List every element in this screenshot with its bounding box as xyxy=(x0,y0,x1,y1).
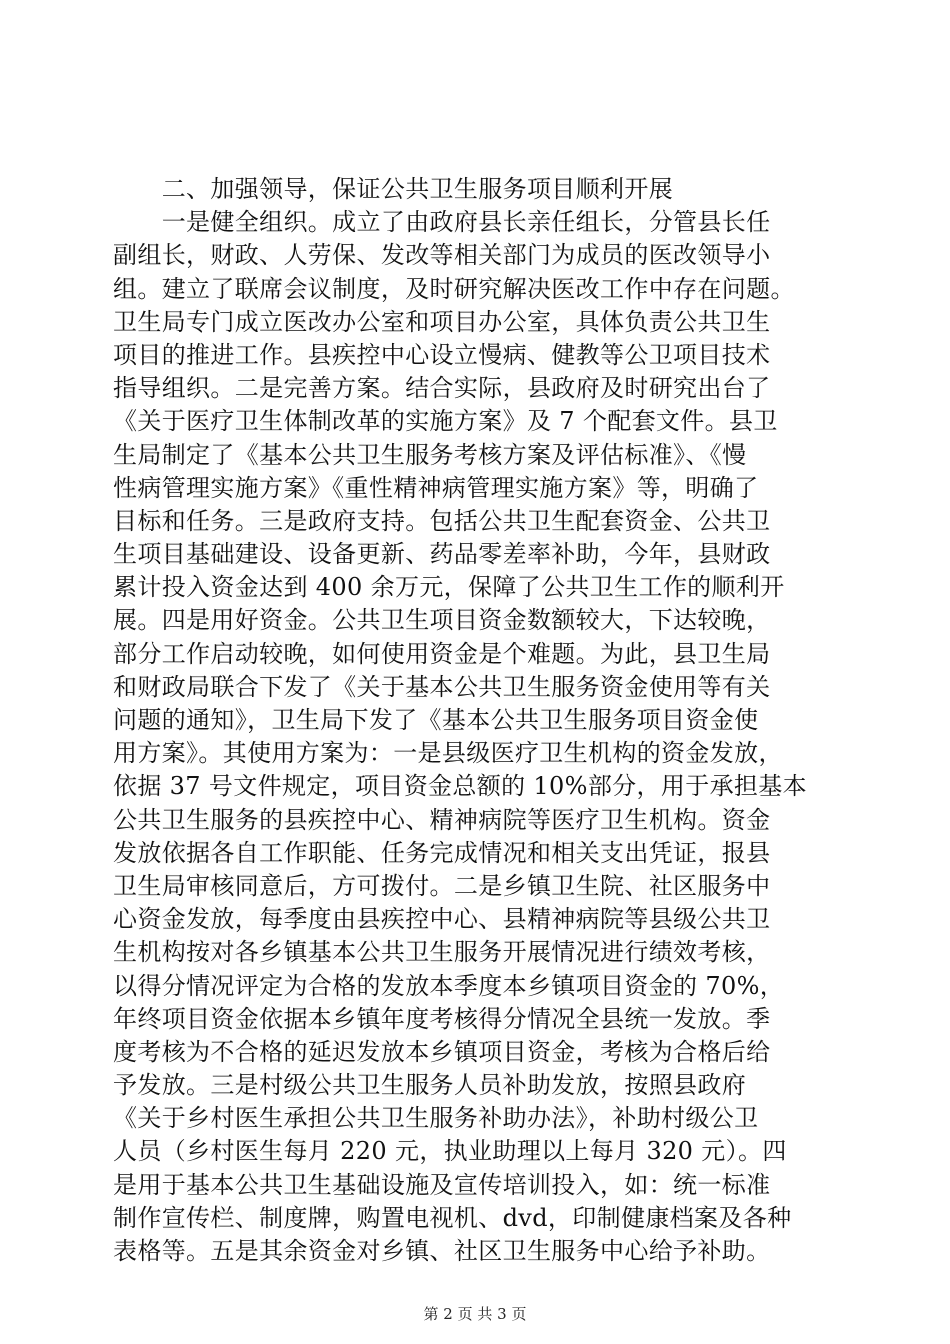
text-line: 予发放。三是村级公共卫生服务人员补助发放，按照县政府 xyxy=(113,1071,747,1100)
section-heading: 二、加强领导，保证公共卫生服务项目顺利开展 xyxy=(113,175,674,203)
text-line: 发放依据各自工作职能、任务完成情况和相关支出凭证，报县 xyxy=(113,838,771,867)
text-line: 《关于乡村医生承担公共卫生服务补助办法》，补助村级公卫 xyxy=(113,1104,759,1133)
text-line: 展。四是用好资金。公共卫生项目资金数额较大，下达较晚， xyxy=(113,606,771,635)
text-line: 用方案》。其使用方案为：一是县级医疗卫生机构的资金发放， xyxy=(113,739,783,768)
page-number-footer: 第 2 页 共 3 页 xyxy=(423,1305,527,1323)
text-line: 公共卫生服务的县疾控中心、精神病院等医疗卫生机构。资金 xyxy=(113,805,771,834)
text-line: 性病管理实施方案》《重性精神病管理实施方案》等，明确了 xyxy=(113,473,759,502)
text-line: 累计投入资金达到 400 余万元，保障了公共卫生工作的顺利开 xyxy=(113,573,785,602)
text-line: 目标和任务。三是政府支持。包括公共卫生配套资金、公共卫 xyxy=(113,506,771,535)
text-line: 《关于医疗卫生体制改革的实施方案》及 7 个配套文件。县卫 xyxy=(113,407,778,436)
text-line: 生机构按对各乡镇基本公共卫生服务开展情况进行绩效考核， xyxy=(113,938,771,967)
text-line: 部分工作启动较晚，如何使用资金是个难题。为此，县卫生局 xyxy=(113,639,771,668)
text-line: 度考核为不合格的延迟发放本乡镇项目资金，考核为合格后给 xyxy=(113,1037,771,1066)
text-line: 生局制定了《基本公共卫生服务考核方案及评估标准》、《慢 xyxy=(113,440,747,469)
text-line: 副组长，财政、人劳保、发改等相关部门为成员的医改领导小 xyxy=(113,241,771,270)
text-line: 和财政局联合下发了《关于基本公共卫生服务资金使用等有关 xyxy=(113,672,771,701)
text-line: 表格等。五是其余资金对乡镇、社区卫生服务中心给予补助。 xyxy=(113,1237,771,1265)
text-line: 一是健全组织。成立了由政府县长亲任组长，分管县长任 xyxy=(113,208,771,237)
text-line: 项目的推进工作。县疾控中心设立慢病、健教等公卫项目技术 xyxy=(113,340,771,369)
text-line: 以得分情况评定为合格的发放本季度本乡镇项目资金的 70%， xyxy=(113,971,785,1000)
text-line: 卫生局审核同意后，方可拨付。二是乡镇卫生院、社区服务中 xyxy=(113,871,771,900)
text-line: 心资金发放，每季度由县疾控中心、县精神病院等县级公共卫 xyxy=(113,905,771,934)
text-line: 生项目基础建设、设备更新、药品零差率补助，今年，县财政 xyxy=(113,540,771,569)
text-line: 组。建立了联席会议制度，及时研究解决医改工作中存在问题。 xyxy=(113,274,795,303)
text-line: 制作宣传栏、制度牌，购置电视机、dvd，印制健康档案及各种 xyxy=(113,1203,792,1232)
text-line: 是用于基本公共卫生基础设施及宣传培训投入，如：统一标准 xyxy=(113,1170,771,1199)
text-line: 问题的通知》，卫生局下发了《基本公共卫生服务项目资金使 xyxy=(113,706,759,734)
text-line: 人员（乡村医生每月 220 元，执业助理以上每月 320 元）。四 xyxy=(113,1137,787,1166)
body-text xyxy=(113,173,858,1268)
text-line: 卫生局专门成立医改办公室和项目办公室，具体负责公共卫生 xyxy=(113,307,771,336)
text-line: 年终项目资金依据本乡镇年度考核得分情况全县统一发放。季 xyxy=(113,1004,771,1033)
text-line: 指导组织。二是完善方案。结合实际，县政府及时研究出台了 xyxy=(113,374,771,403)
text-line: 依据 37 号文件规定，项目资金总额的 10%部分，用于承担基本 xyxy=(113,772,807,801)
